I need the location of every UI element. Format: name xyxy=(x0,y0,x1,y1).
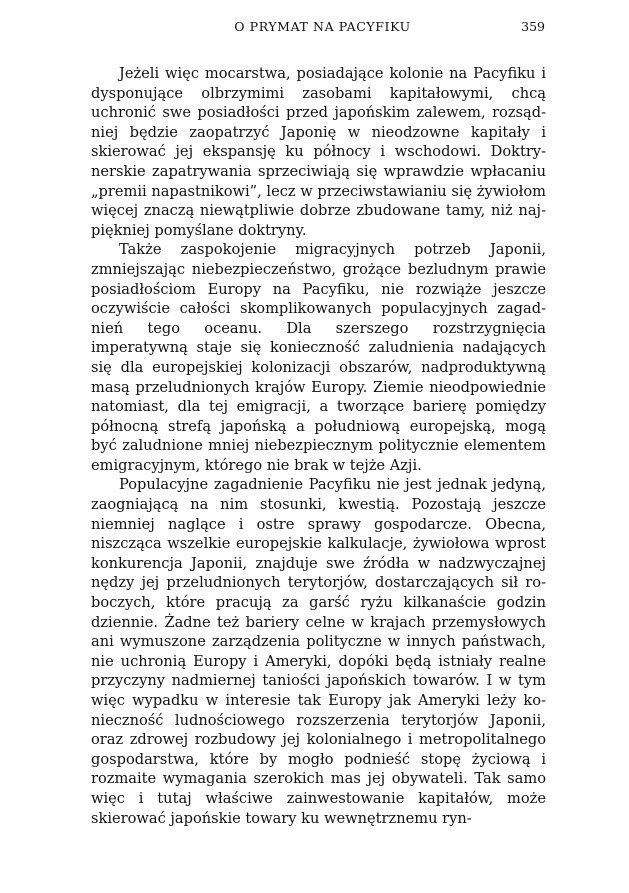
page-number: 359 xyxy=(521,19,545,34)
paragraph-2: Także zaspokojenie migracyjnych potrzeb Japonii, zmniejszając niebezpieczeństwo, grożące bezludnym prawie posiadłościom Europy na Pacyfiku, nie rozwiąże jeszcze oczywiście całości skomplikowanych populacyjnych zagadnień tego oceanu. Dla szerszego rozstrzygnięcia imperatywną staje się konieczność zaludnienia nadających się dla europejskiej kolonizacji obszarów, nadproduktywną masą przeludnionych krajów Europy. Ziemie nieodpowiednie natomiast, dla tej emigracji, a tworzące barierę pomiędzy północną strefą japońską a południową europejską, mogą być zaludnione mniej niebezpiecznym politycznie elementem emigracyjnym, którego nie brak w tejże Azji. xyxy=(91,241,546,474)
paragraph-1: Jeżeli więc mocarstwa, posiadające kolonie na Pacyfiku i dysponujące olbrzymimi zasobami kapitałowymi, chcą uchronić swe posiadłości przed japońskim zalewem, rozsądniej będzie zaopatrzyć Japonię w nieodzowne kapitały i skierować jej ekspansję ku północy i wschodowi. Doktrynerskie zapatrywania sprzeciwiają się wprawdzie wpłacaniu „premii napastnikowi”, lecz w przeciwstawianiu się żywiołom więcej znaczą niewątpliwie dobrze zbudowane tamy, niż najpiękniej pomyślane doktryny. xyxy=(91,65,547,239)
body-text xyxy=(91,64,546,828)
running-title: O PRYMAT NA PACYFIKU xyxy=(234,19,411,34)
paragraph-3: Populacyjne zagadnienie Pacyfiku nie jest jednak jedyną, zaogniającą na nim stosunki, kwestią. Pozostają jeszcze niemniej naglące i ostre sprawy gospodarcze. Obecna, niszcząca wszelkie europejskie kalkulacje, żywiołowa wprost konkurencja Japonii, znajduje swe źródła w nadzwyczajnej nędzy jej przeludnionych terytorjów, dostarczających sił roboczych, które pracują za garść ryżu kilkanaście godzin dziennie. Żadne też bariery celne w krajach przemysłowych ani wymuszone zarządzenia polityczne w innych państwach, nie uchronią Europy i Ameryki, dopóki będą istniały realne przyczyny nadmiernej taniości japońskich towarów. I w tym więc wypadku w interesie tak Europy jak Ameryki leży konieczność ludnościowego rozszerzenia terytorjów Japonii, oraz zdrowej rozbudowy jej kolonialnego i metropolitalnego gospodarstwa, które by mogło podnieść stopę życiową i rozmaite wymagania szerokich mas jej obywateli. Tak samo więc i tutaj właściwe zainwestowanie kapitałów, może skierować japońskie towary ku wewnętrznemu ryn- xyxy=(91,476,546,827)
running-header xyxy=(100,19,545,39)
